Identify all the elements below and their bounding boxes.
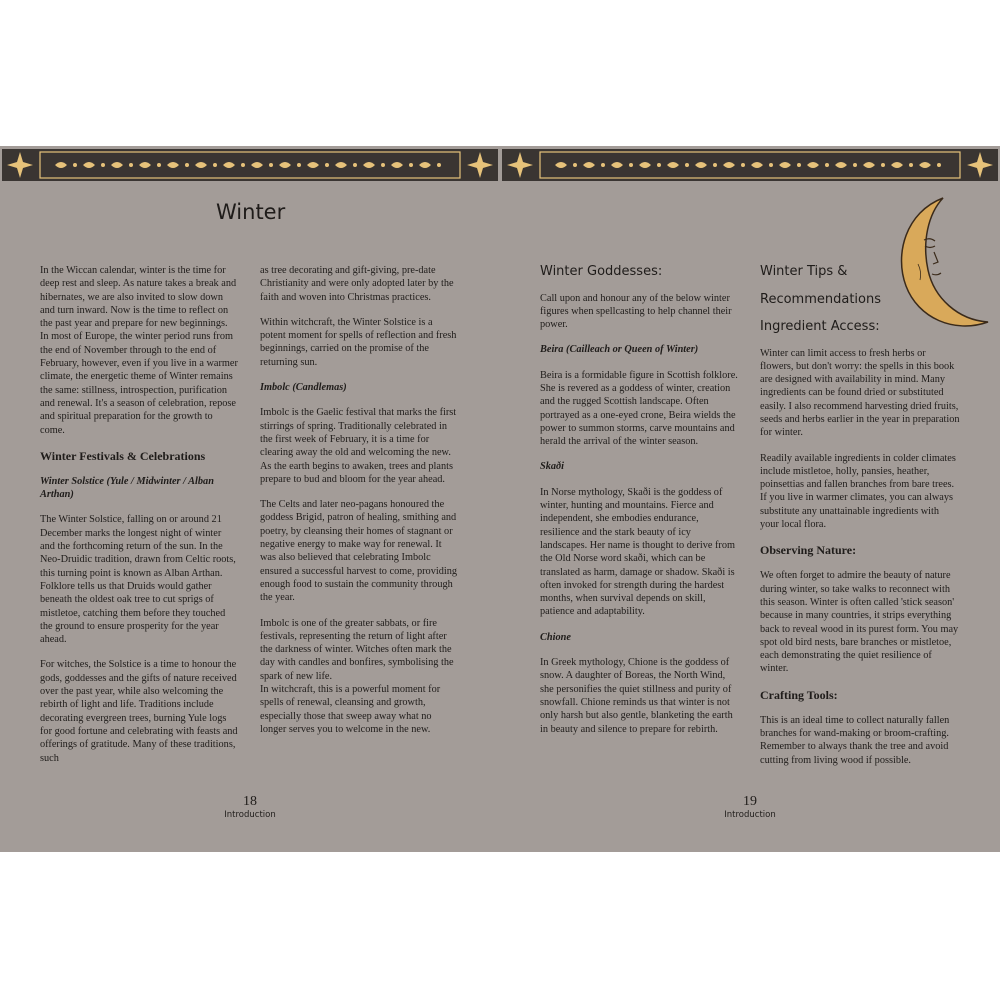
ornamental-border-right [500,146,1000,184]
ornamental-border-icon [500,146,1000,184]
solstice-heading: Winter Solstice (Yule / Midwinter / Alban Arthan) [40,475,214,501]
brigid-paragraph: The Celts and later neo-pagans honoured the goddess Brigid, patron of healing, smithing and poetry, by cleansing their homes of stagnant or negative energy to make way for renewal. It was also believed that celebrating Imbolc ensured a successful harvest to come, providing enough food to sustain the community through the year. [260,499,458,604]
tips-heading-line-1: Winter Tips & [760,264,848,279]
goddesses-intro: Call upon and honour any of the below winter figures when spellcasting to help channel their power. [540,292,732,331]
goddesses-heading: Winter Goddesses: [540,264,663,279]
intro-paragraph: In the Wiccan calendar, winter is the time for deep rest and sleep. As nature takes a break and hibernates, we are also invited to slow down and turn inward. Now is the time to reflect on the past year and prepare for new beginnings. In most of Europe, the winter period runs from the end of November through to the end of February, however, even if you live in a warmer climate, the energetic theme of Winter remains the same: stillness, introspection, purification and renewal. It's a season of celebration, repose and spiritual preparation for the growth to come. [40,265,238,436]
sabbat-paragraph: Imbolc is one of the greater sabbats, or fire festivals, representing the return of light after the darkness of winter. Witches often mark the day with candles and bonfires, symbolising the spark of new life. [260,617,454,682]
ornamental-border-icon [0,146,500,184]
chione-paragraph: In Greek mythology, Chione is the goddess of snow. A daughter of Boreas, the North Wind, she personifies the quiet stillness and purity of snowfall. Chione reminds us that winter is not only harsh but also gentle, blanketing the earth in beauty and silence to prepare for rebirth. [540,657,733,735]
tips-heading-line-2: Recommendations [760,291,882,307]
chione-heading: Chione [540,631,571,643]
page-number: 19 [743,794,757,809]
skadi-heading: Skaði [540,461,565,473]
page-footer-left [190,794,310,820]
page-title: Winter [216,200,286,224]
beira-paragraph: Beira is a formidable figure in Scottish folklore. She is revered as a goddess of winter, creation and the rugged Scottish landscape. Often portrayed as a one-eyed crone, Beira wields the power to summon storms, carve mountains and herald the arrival of the winter season. [540,369,738,448]
crafting-paragraph: This is an ideal time to collect naturally fallen branches for wand-making or broom-crafting. Remember to always thank the tree and avoid cutting from living wood if possible. [760,714,950,766]
page-left [0,184,500,852]
crafting-heading: Crafting Tools: [760,687,838,702]
solstice-witchcraft-paragraph: Within witchcraft, the Winter Solstice is a potent moment for spells of reflection and fresh beginnings, carried on the promise of the returning sun. [260,316,457,368]
imbolc-heading: Imbolc (Candlemas) [260,382,347,394]
page-number: 18 [243,794,257,809]
beira-heading: Beira (Cailleach or Queen of Winter) [540,344,699,356]
left-column-1 [40,264,238,777]
tree-decorating-paragraph: as tree decorating and gift-giving, pre-date Christianity and were only adopted later by the faith and woven into Christmas practices. [260,265,454,303]
imbolc-paragraph: Imbolc is the Gaelic festival that marks the first stirrings of spring. Traditionally celebrated in the first week of February, it is a time for clearing away the old and welcoming the new. As the earth begins to awaken, trees and plants prepare to bud and bloom for the year ahead. [260,407,457,485]
solstice-paragraph-2: For witches, the Solstice is a time to honour the gods, goddesses and the gifts of nature received over the past year, while also welcoming the rebirth of light and life. Traditions include decorating evergreen trees, burning Yule logs for good fortune and celebrating with feasts and offerings of gratitude. Many of these traditions, such [40,659,238,764]
observing-heading: Observing Nature: [760,543,857,558]
ingredient-access-heading: Ingredient Access: [760,319,880,334]
page-right [500,184,1000,852]
ingredient-paragraph-2: Readily available ingredients in colder climates include mistletoe, holly, pansies, heather, poinsettias and fallen branches from bare trees. If you live in warmer climates, you can always substitute any unattainable ingredients with your local flora. [760,452,956,531]
page-section-label: Introduction [224,810,276,820]
right-column-1 [540,264,740,748]
ornamental-border-left [0,146,500,184]
renewal-paragraph: In witchcraft, this is a powerful moment for spells of renewal, cleansing and growth, especially those that sweep away what no longer serves you to welcome in the new. [260,684,441,735]
page-section-label: Introduction [724,810,776,820]
observing-paragraph: We often forget to admire the beauty of nature during winter, so take walks to reconnect with this season. Winter is often called 'stick season' because in many countries, it strips everything back to reveal wood in its purest form. You may spot old bird nests, bare branches or mistletoe, each demonstrating the quiet resilience of winter. [760,570,959,675]
skadi-paragraph: In Norse mythology, Skaði is the goddess of winter, hunting and mountains. Fierce and independent, she embodies endurance, resilience and the stark beauty of icy landscapes. Her name is thought to derive from the Old Norse word skaði, which can be translated as harm, damage or shadow. Skaði is often invoked for strength during the hardest months, when survival depends on skill, patience and adaptability. [540,486,736,618]
right-column-2 [760,264,960,779]
book-spread [0,146,1000,852]
solstice-paragraph: The Winter Solstice, falling on or around 21 December marks the longest night of winter and the forthcoming return of the sun. In the Neo-Druidic tradition, drawn from Celtic roots, this turning point is known as Alban Arthan. Folklore tells us that Druids would gather beneath the oldest oak tree to cut sprigs of mistletoe, catching them before they touched the ground to ensure prosperity for the year ahead. [40,514,236,646]
ingredient-paragraph-1: Winter can limit access to fresh herbs or flowers, but don't worry: the spells in this book are designed with availability in mind. Many ingredients can be found dried or substituted easily. I also recommend harvesting dried fruits, seeds and herbs earlier in the year in preparation for winter. [760,347,960,439]
festivals-heading: Winter Festivals & Celebrations [40,448,206,463]
left-column-2 [260,264,460,748]
page-footer-right [690,794,810,820]
